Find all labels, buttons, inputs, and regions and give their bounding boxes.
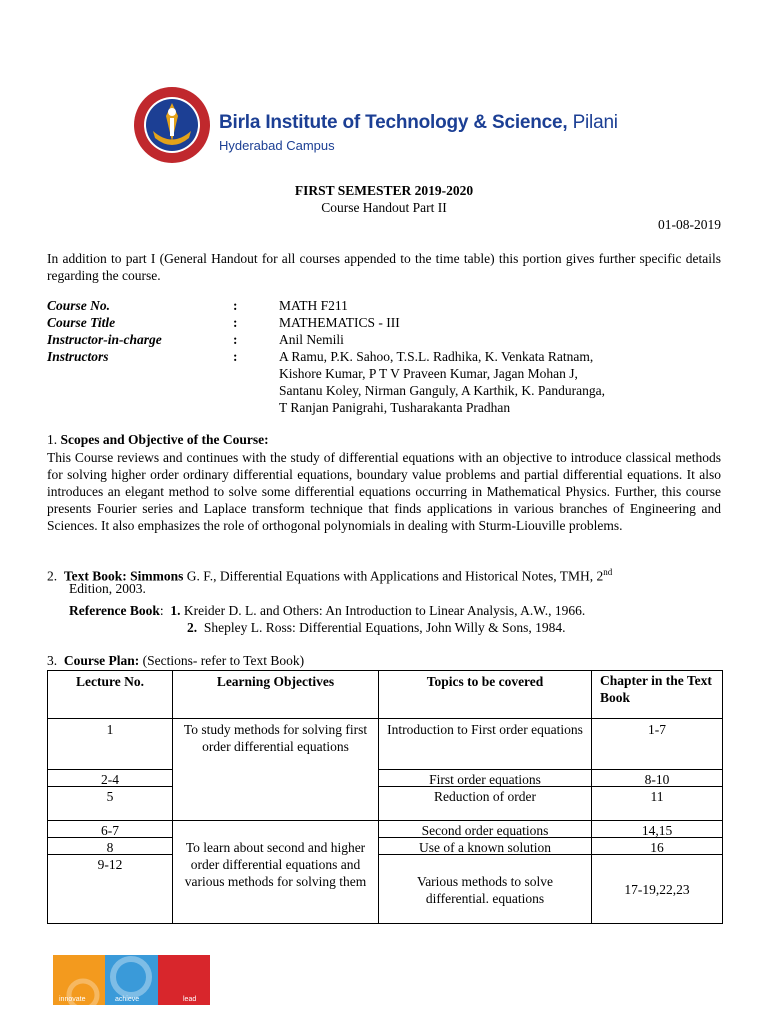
table-row-lecture: 5 <box>106 789 114 804</box>
section1-body: This Course reviews and continues with the study of differential equations with an objective to introduce classical methods for solving higher order ordinary differential equations, boundary value problems and partial differential equations. It also introduces an elegant method to solve some differential equations occurring in Mathematical Physics. Further, this course presents Fourier series and Laplace transform technique that finds applications in various branches of Engineering and Sciences. It also emphasizes the role of orthogonal polynomials in dealing with Sturm-Liouville problems. <box>47 450 721 533</box>
instructors-line: Santanu Koley, Nirman Ganguly, A Karthik, K. Panduranga, <box>279 383 605 398</box>
instructor-in-charge-value: Anil Nemili <box>279 332 344 347</box>
table-row-lecture: 2-4 <box>101 772 119 787</box>
instructors-label: Instructors <box>47 349 109 364</box>
handout-subtitle: Course Handout Part II <box>321 200 447 215</box>
colon: : <box>233 349 238 364</box>
col-header-lecture: Lecture No. <box>76 674 144 689</box>
colon: : <box>233 315 238 330</box>
semester-title: FIRST SEMESTER 2019-2020 <box>294 183 474 198</box>
table-row-topic: Second order equations <box>421 823 549 838</box>
tagline-lead: lead <box>183 996 197 1003</box>
table-objective-2: To learn about second and higher order differential equations and various methods for solving them <box>184 840 367 889</box>
institute-name: Birla Institute of Technology & Science, Pilani <box>219 112 618 133</box>
course-title-label: Course Title <box>47 315 116 330</box>
course-no-label: Course No. <box>47 298 111 313</box>
instructor-in-charge-label: Instructor-in-charge <box>47 332 162 347</box>
document-date: 01-08-2019 <box>658 217 721 232</box>
instructors-line: T Ranjan Panigrahi, Tusharakanta Pradhan <box>279 400 511 415</box>
instructors-line: A Ramu, P.K. Sahoo, T.S.L. Radhika, K. Venkata Ratnam, <box>279 349 594 364</box>
col-header-topics: Topics to be covered <box>426 674 544 689</box>
textbook-edition: Edition, 2003. <box>69 581 146 596</box>
reference-book-1: Reference Book: 1. Kreider D. L. and Others: An Introduction to Linear Analysis, A.W., 1966. <box>69 603 586 618</box>
campus-name: Hyderabad Campus <box>219 138 335 153</box>
tagline-innovate: innovate <box>59 996 86 1003</box>
tagline-achieve: achieve <box>115 996 140 1003</box>
table-row-chapter: 1-7 <box>648 722 666 737</box>
table-row-lecture: 8 <box>106 840 114 855</box>
col-header-chapter: Chapter in the Text Book <box>600 673 712 705</box>
intro-paragraph: In addition to part I (General Handout for all courses appended to the time table) this portion gives further specific details regarding the course. <box>47 251 721 283</box>
table-row-topic: Use of a known solution <box>419 840 551 855</box>
institute-header <box>133 86 633 166</box>
colon: : <box>233 332 238 347</box>
instructors-line: Kishore Kumar, P T V Praveen Kumar, Jagan Mohan J, <box>279 366 578 381</box>
course-no-value: MATH F211 <box>279 298 348 313</box>
table-row-topic: Reduction of order <box>434 789 536 804</box>
col-header-objectives: Learning Objectives <box>216 674 335 689</box>
table-row-topic: First order equations <box>429 772 541 787</box>
course-title-value: MATHEMATICS - III <box>279 315 400 330</box>
table-row-chapter: 17-19,22,23 <box>624 882 690 897</box>
colon: : <box>233 298 238 313</box>
course-plan-heading: 3. Course Plan: (Sections- refer to Text Book) <box>47 653 305 668</box>
table-row-topic: Introduction to First order equations <box>387 722 583 737</box>
table-objective-1: To study methods for solving first order differential equations <box>183 722 368 754</box>
table-row-lecture: 9-12 <box>97 857 123 872</box>
bits-seal-logo <box>133 86 211 164</box>
course-plan-table <box>47 670 723 924</box>
innovate-achieve-lead-logo <box>53 955 210 1005</box>
table-row-chapter: 16 <box>650 840 664 855</box>
textbook-line: 2. Text Book: Simmons G. F., Differential Equations with Applications and Historical Notes, TMH, 2nd <box>47 567 613 584</box>
table-row-lecture: 6-7 <box>101 823 119 838</box>
table-row-chapter: 14,15 <box>641 823 673 838</box>
table-row-topic: Various methods to solve differential. equations <box>416 874 554 906</box>
table-row-chapter: 8-10 <box>644 772 670 787</box>
section1-heading: 1. Scopes and Objective of the Course: <box>47 432 269 447</box>
table-row-lecture: 1 <box>106 722 114 737</box>
reference-book-2: 2. Shepley L. Ross: Differential Equations, John Willy & Sons, 1984. <box>187 620 566 635</box>
table-row-chapter: 11 <box>650 789 664 804</box>
